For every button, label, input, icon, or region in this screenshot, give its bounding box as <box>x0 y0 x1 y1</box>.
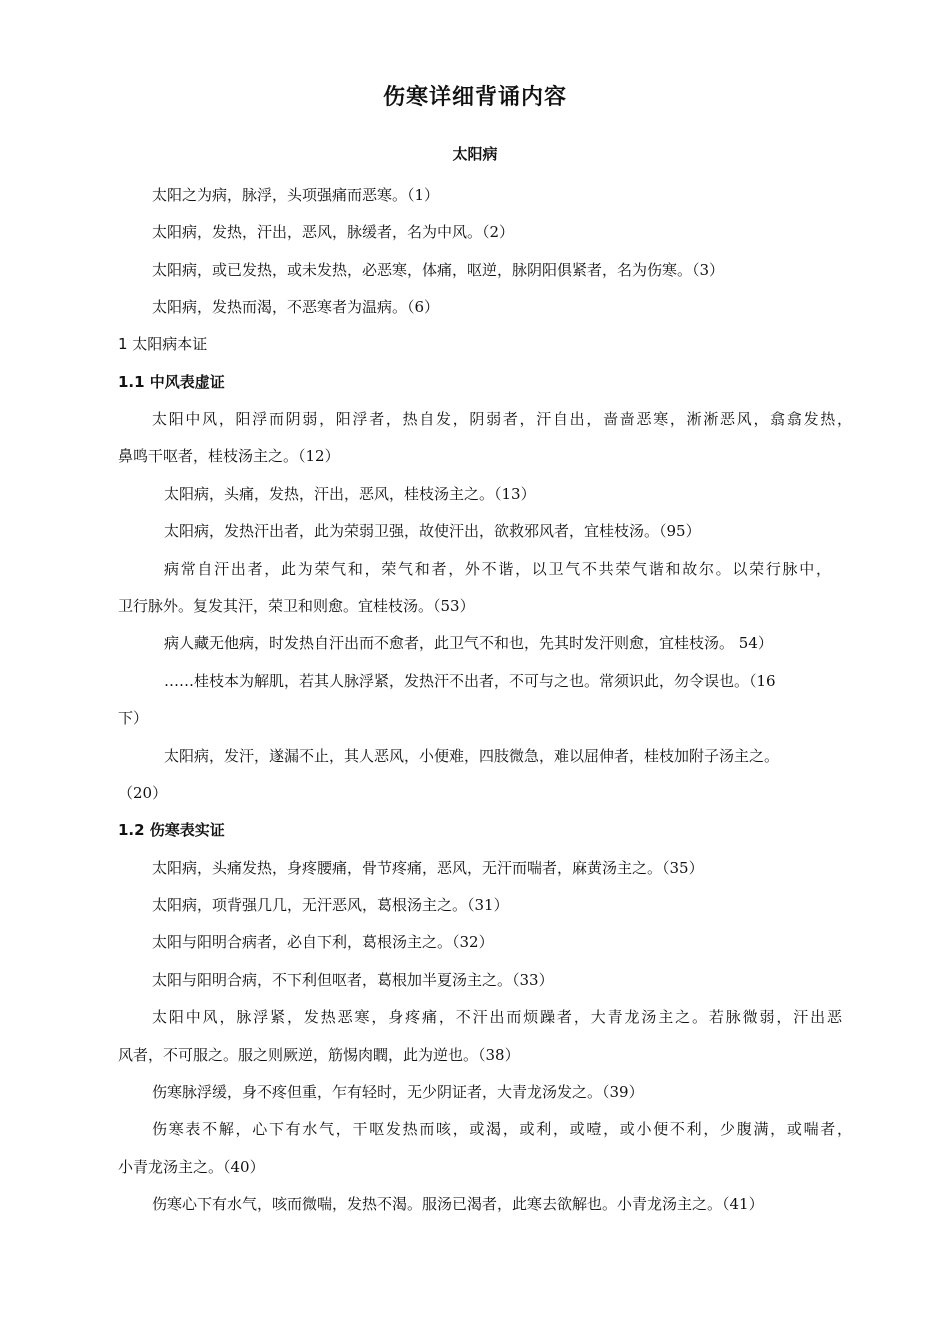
text-line: 太阳病，发热而渴，不恶寒者为温病。（6） <box>152 298 440 316</box>
text-line: 太阳病，发热汗出者，此为荣弱卫强，故使汗出，欲救邪风者，宜桂枝汤。（95） <box>164 522 701 540</box>
text-line: 太阳病，头痛，发热，汗出，恶风，桂枝汤主之。（13） <box>164 485 536 503</box>
section-heading: 1 太阳病本证 <box>118 335 208 353</box>
text-line: 太阳病，或已发热，或未发热，必恶寒，体痛，呕逆，脉阴阳俱紧者，名为伤寒。（3） <box>152 261 725 279</box>
text-line: 病常自汗出者，此为荣气和，荣气和者，外不谐，以卫气不共荣气谐和故尔。以荣行脉中， <box>164 560 831 578</box>
text-line: 太阳中风，阳浮而阴弱，阳浮者，热自发，阴弱者，汗自出，啬啬恶寒，淅淅恶风，翕翕发热， <box>152 410 852 428</box>
text-line: 伤寒脉浮缓，身不疼但重，乍有轻时，无少阴证者，大青龙汤发之。（39） <box>152 1083 644 1101</box>
text-line: 鼻鸣干呕者，桂枝汤主之。（12） <box>118 447 340 465</box>
text-line: 太阳之为病，脉浮，头项强痛而恶寒。（1） <box>152 186 440 204</box>
subsection-heading: 1.2 伤寒表实证 <box>118 821 225 839</box>
text-line: ……桂枝本为解肌，若其人脉浮紧，发热汗不出者，不可与之也。常须识此，勿令误也。（16 <box>164 672 776 690</box>
subsection-heading: 1.1 中风表虚证 <box>118 373 225 391</box>
text-line: 病人藏无他病，时发热自汗出而不愈者，此卫气不和也，先其时发汗则愈，宜桂枝汤。 54） <box>164 634 773 652</box>
text-line: 卫行脉外。复发其汗，荣卫和则愈。宜桂枝汤。（53） <box>118 597 475 615</box>
text-line: 小青龙汤主之。（40） <box>118 1158 265 1176</box>
text-line: 伤寒表不解，心下有水气，干呕发热而咳，或渴，或利，或噎，或小便不利，少腹满，或喘者， <box>152 1120 852 1138</box>
text-line: 太阳与阳明合病，不下利但呕者，葛根加半夏汤主之。（33） <box>152 971 554 989</box>
text-line: 太阳病，发汗，遂漏不止，其人恶风，小便难，四肢微急，难以屈伸者，桂枝加附子汤主之。 <box>164 747 780 765</box>
text-line: 下） <box>118 709 149 727</box>
document-title: 伤寒详细背诵内容 <box>382 85 567 110</box>
text-line: （20） <box>118 784 168 802</box>
text-line: 太阳与阳明合病者，必自下利，葛根汤主之。（32） <box>152 933 494 951</box>
text-line: 太阳中风，脉浮紧，发热恶寒，身疼痛，不汗出而烦躁者，大青龙汤主之。若脉微弱，汗出恶 <box>152 1008 842 1026</box>
section-title: 太阳病 <box>452 145 498 163</box>
text-line: 太阳病，发热，汗出，恶风，脉缓者，名为中风。（2） <box>152 223 515 241</box>
text-line: 风者，不可服之。服之则厥逆，筋惕肉瞤，此为逆也。（38） <box>118 1046 520 1064</box>
text-line: 太阳病，项背强几几，无汗恶风，葛根汤主之。（31） <box>152 896 509 914</box>
text-line: 太阳病，头痛发热，身疼腰痛，骨节疼痛，恶风，无汗而喘者，麻黄汤主之。（35） <box>152 859 704 877</box>
text-line: 伤寒心下有水气，咳而微喘，发热不渴。服汤已渴者，此寒去欲解也。小青龙汤主之。（41） <box>152 1195 764 1213</box>
